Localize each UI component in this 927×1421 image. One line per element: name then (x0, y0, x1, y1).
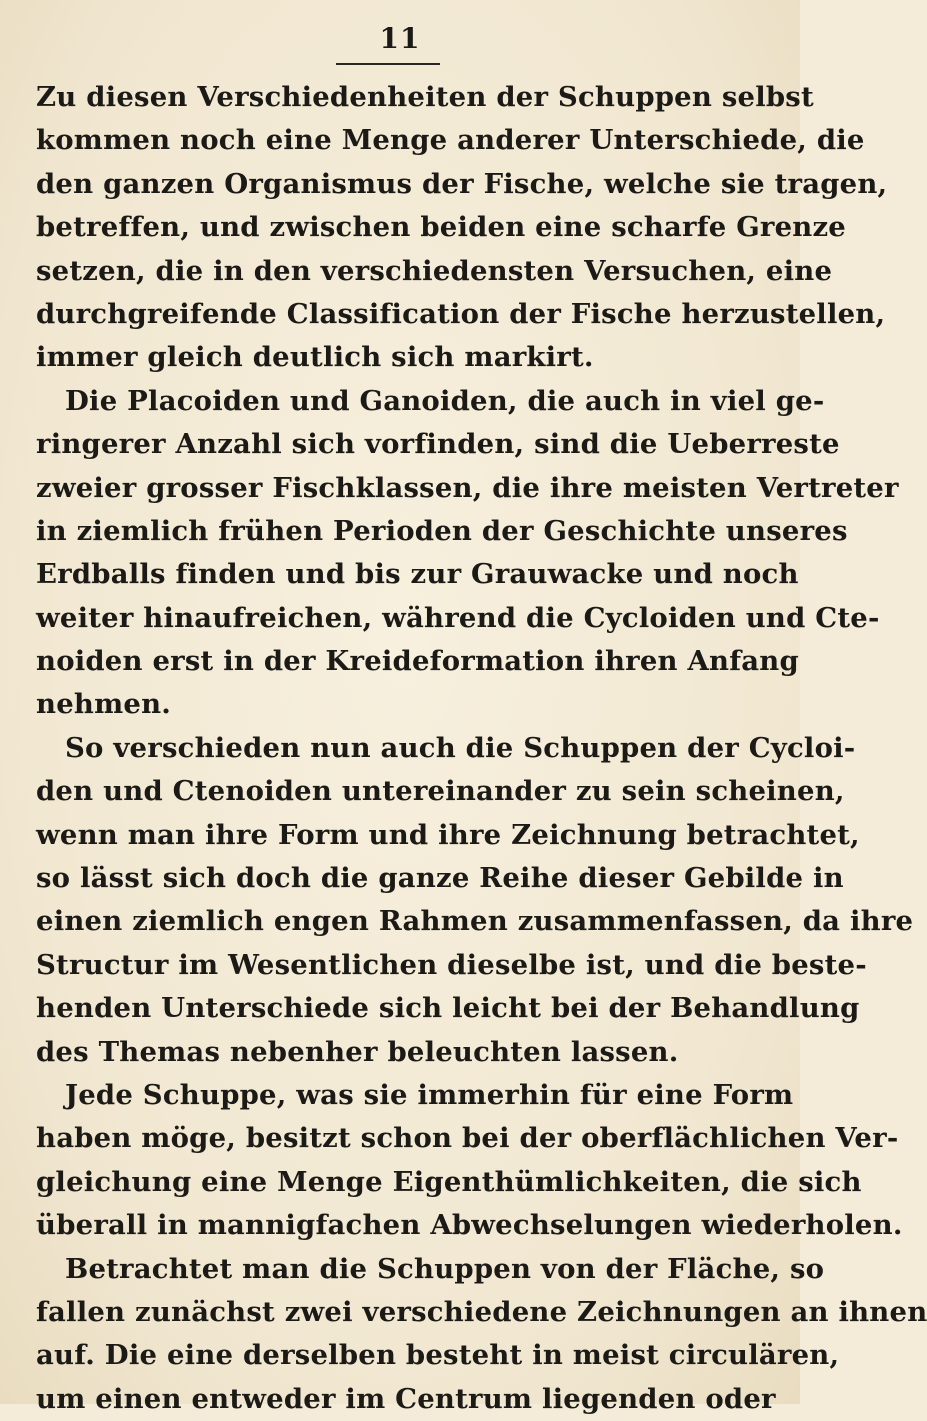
text-line: wenn man ihre Form und ihre Zeichnung betrachtet, (36, 818, 860, 851)
text-line: zweier grosser Fischklassen, die ihre meisten Vertreter (36, 471, 899, 504)
text-line: nehmen. (36, 688, 172, 721)
text-line: So verschieden nun auch die Schuppen der Cycloi- (65, 731, 856, 764)
page-number-rule (336, 63, 440, 65)
text-line: henden Unterschiede sich leicht bei der Behandlung (36, 992, 860, 1025)
text-line: Die Placoiden und Ganoiden, die auch in viel ge- (65, 384, 825, 417)
text-line: kommen noch eine Menge anderer Unterschiede, die (36, 124, 865, 157)
text-line: einen ziemlich engen Rahmen zusammenfassen, da ihre (36, 905, 914, 938)
text-line: den und Ctenoiden untereinander zu sein scheinen, (36, 775, 845, 808)
body-text (36, 76, 927, 1421)
text-line: Zu diesen Verschiedenheiten der Schuppen selbst (36, 81, 814, 113)
text-line: ringerer Anzahl sich vorfinden, sind die Ueberreste (36, 428, 840, 461)
text-line: gleichung eine Menge Eigenthümlichkeiten, die sich (36, 1165, 862, 1198)
text-line: so lässt sich doch die ganze Reihe dieser Gebilde in (36, 862, 844, 895)
page-number: 11 (379, 22, 421, 55)
text-line: um einen entweder im Centrum liegenden oder (36, 1382, 776, 1415)
text-line: setzen, die in den verschiedensten Versuchen, eine (36, 254, 833, 287)
text-line: betreffen, und zwischen beiden eine scharfe Grenze (36, 211, 846, 244)
text-line: immer gleich deutlich sich markirt. (36, 341, 594, 374)
text-line: Betrachtet man die Schuppen von der Fläche, so (65, 1252, 825, 1285)
text-line: fallen zunächst zwei verschiedene Zeichnungen an ihnen (36, 1295, 927, 1328)
text-line: noiden erst in der Kreideformation ihren Anfang (36, 645, 799, 678)
text-line: durchgreifende Classification der Fische herzustellen, (36, 297, 886, 330)
text-line: haben möge, besitzt schon bei der oberflächlichen Ver- (36, 1122, 899, 1155)
text-line: des Themas nebenher beleuchten lassen. (36, 1035, 679, 1068)
text-line: weiter hinaufreichen, während die Cycloiden und Cte- (36, 601, 880, 634)
text-line: überall in mannigfachen Abwechselungen wiederholen. (36, 1209, 903, 1242)
text-line: Jede Schuppe, was sie immerhin für eine Form (65, 1078, 794, 1111)
text-line: Erdballs finden und bis zur Grauwacke und noch (36, 558, 799, 591)
text-line: Structur im Wesentlichen dieselbe ist, und die beste- (36, 948, 867, 981)
text-line: auf. Die eine derselben besteht in meist circulären, (36, 1339, 840, 1372)
text-line: den ganzen Organismus der Fische, welche sie tragen, (36, 167, 888, 200)
text-line: in ziemlich frühen Perioden der Geschichte unseres (36, 514, 848, 547)
